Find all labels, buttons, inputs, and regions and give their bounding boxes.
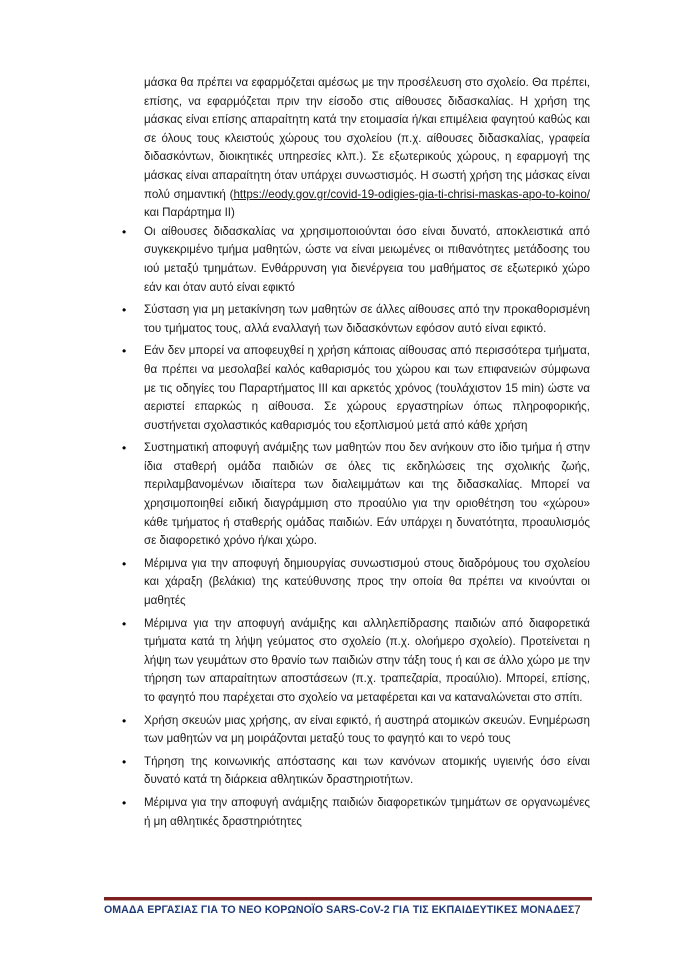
bullet-text: Σύσταση για μη μετακίνηση των μαθητών σε άλλες αίθουσες από την προκαθορισμένη του τμήματος τους, αλλά εναλλαγή των διδασκόντων εφόσον αυτό είναι εφικτό. — [144, 303, 590, 335]
bullet-text: Οι αίθουσες διδασκαλίας να χρησιμοποιούνται όσο είναι δυνατό, αποκλειστικά από συγκεκριμένο τμήμα μαθητών, ώστε να είναι μειωμένες οι πιθανότητες μετάδοσης του ιού μεταξύ τμημάτων. Ενθάρρυνση για διενέργεια του μαθήματος σε εξωτερικό χώρο εάν και όταν αυτό είναι εφικτό — [144, 224, 590, 294]
bullet-text: Μέριμνα για την αποφυγή δημιουργίας συνωστισμού στους διαδρόμους του σχολείου και χάραξη (βελάκια) της κατεύθυνσης προς την οποία θα πρέπει να κινούνται οι μαθητές — [144, 556, 590, 608]
page-content — [118, 74, 590, 835]
bullet-text: Τήρηση της κοινωνικής απόστασης και των κανόνων ατομικής υγιεινής όσο είναι δυνατό κατά τη διάρκεια αθλητικών δραστηριοτήτων. — [144, 754, 590, 787]
bullet-text: Εάν δεν μπορεί να αποφευχθεί η χρήση κάποιας αίθουσας από περισσότερα τμήματα, θα πρέπει να μεσολαβεί καλός καθαρισμός του χώρου και των επιφανειών σύμφωνα με τις οδηγίες του Παραρτήματος ΙΙΙ και αρκετός χρόνος (τουλάχιστον 15 min) ώστε να αεριστεί επαρκώς η αίθουσα. Σε χώρους εργαστηρίων όπως πληροφορικής, συστήνεται σχολαστικός καθαρισμός του εξοπλισμού μετά από κάθε χρήση — [144, 344, 590, 432]
bullet-text: Συστηματική αποφυγή ανάμιξης των μαθητών που δεν ανήκουν στο ίδιο τμήμα ή στην ίδια σταθερή ομάδα παιδιών σε όλες τις εκδηλώσεις της σχολικής ζωής, περιλαμβανομένων ιδιαίτερα των διαλειμμάτων και της διδασκαλίας. Μπορεί να χρησιμοποιηθεί ειδική διαγράμμιση στο προαύλιο για την οριοθέτηση του «χώρου» κάθε τμήματος ή σταθερής ομάδας παιδιών. Εάν υπάρχει η δυνατότητα, προαυλισμός σε διαφορετικό χρόνο ή/και χώρο. — [144, 441, 590, 548]
guideline-bullet-list — [118, 223, 590, 831]
bullet-text: Μέριμνα για την αποφυγή ανάμιξης και αλληλεπίδρασης παιδιών από διαφορετικά τμήματα κατά τη λήψη γεύματος στο σχολείο (π.χ. ολοήμερο σχολείο). Προτείνεται η λήψη των γευμάτων στο θρανίο των παιδιών στην τάξη τους ή και σε άλλο χώρο με την τήρηση των απαραίτητων αποστάσεων (π.χ. τραπεζαρία, προαύλιο). Μπορεί, επίσης, το φαγητό που παρέχεται στο σχολείο να μεταφέρεται και να καταναλώνεται στο σπίτι. — [144, 616, 590, 704]
list-item — [118, 223, 590, 297]
intro-paragraph — [144, 74, 590, 223]
bullet-icon: • — [122, 795, 127, 810]
list-item — [118, 794, 590, 831]
bullet-icon: • — [122, 303, 127, 318]
footer-title: ΟΜΑΔΑ ΕΡΓΑΣΙΑΣ ΓΙΑ ΤΟ ΝΕΟ ΚΟΡΩΝΟΪΟ SARS-CoV-2 ΓΙΑ ΤΙΣ ΕΚΠΑΙΔΕΥΤΙΚΕΣ ΜΟΝΑΔΕΣ — [104, 904, 575, 916]
mask-guidance-link[interactable]: https://eody.gov.gr/covid-19-odigies-gia-ti-chrisi-maskas-apo-to-koino/ — [233, 187, 590, 201]
list-item — [118, 615, 590, 708]
list-item — [118, 555, 590, 611]
footer-rule-secondary — [104, 900, 592, 901]
list-item — [118, 439, 590, 551]
list-item — [118, 301, 590, 338]
bullet-icon: • — [122, 713, 127, 728]
bullet-icon: • — [122, 441, 127, 456]
bullet-text: Χρήση σκευών μιας χρήσης, αν είναι εφικτό, ή αυστηρά ατομικών σκευών. Ενημέρωση των μαθητών να μη μοιράζονται μεταξύ τους το φαγητό και το νερό τους — [144, 713, 590, 746]
list-item — [118, 342, 590, 435]
page-number: 7 — [574, 903, 581, 917]
list-item — [118, 753, 590, 790]
intro-text-2: και Παράρτημα ΙΙ) — [144, 206, 235, 220]
bullet-icon: • — [122, 556, 127, 571]
bullet-text: Μέριμνα για την αποφυγή ανάμιξης παιδιών διαφορετικών τμημάτων σε οργανωμένες ή μη αθλητικές δραστηριότητες — [144, 795, 590, 828]
list-item — [118, 712, 590, 749]
intro-text-1: μάσκα θα πρέπει να εφαρμόζεται αμέσως με την προσέλευση στο σχολείο. Θα πρέπει, επίσης, να εφαρμόζεται πριν την είσοδο στις αίθουσες διδασκαλίας. Η χρήση της μάσκας είναι επίσης απαραίτητη κατά την ετοιμασία ή/και επιμέλεια φαγητού καθώς και σε όλους τους κλειστούς χώρους του σχολείου (π.χ. αίθουσες διδασκαλίας, γραφεία διδασκόντων, διοικητικές υπηρεσίες κλπ.). Σε εξωτερικούς χώρους, η εφαρμογή της μάσκας είναι απαραίτητη όταν υπάρχει συνωστισμός. Η σωστή χρήση της μάσκας είναι πολύ σημαντική ( — [144, 76, 590, 201]
bullet-icon: • — [122, 224, 127, 239]
bullet-icon: • — [122, 616, 127, 631]
bullet-icon: • — [122, 344, 127, 359]
bullet-icon: • — [122, 754, 127, 769]
